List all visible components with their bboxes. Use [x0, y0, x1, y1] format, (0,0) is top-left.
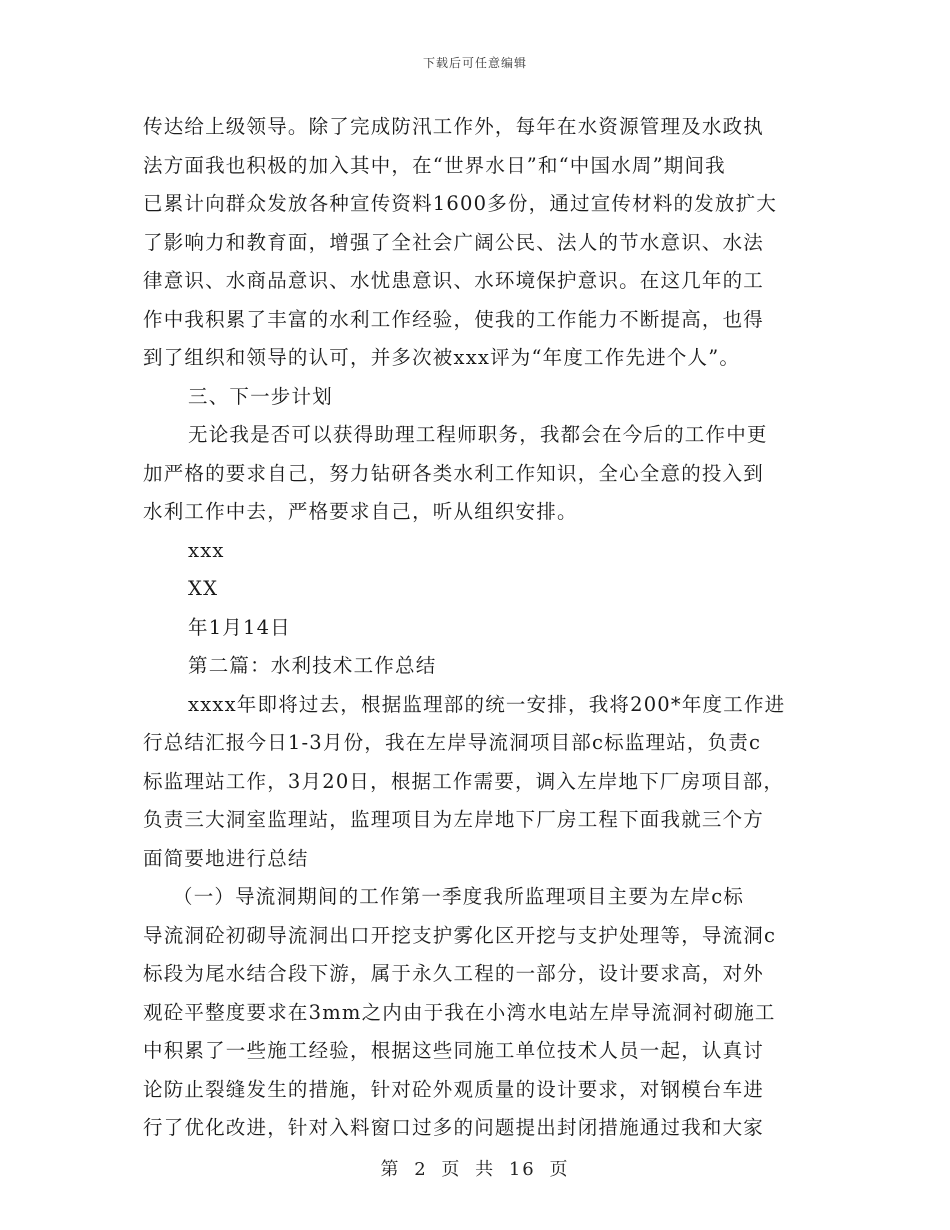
text-line: XX	[188, 577, 219, 600]
text-line: 行总结汇报今日1-3月份，我在左岸导流洞项目部c标监理站，负责c	[143, 731, 762, 754]
text-line: 已累计向群众发放各种宣传资料1600多份，通过宣传材料的发放扩大	[143, 192, 778, 215]
text-line: 面简要地进行总结	[143, 846, 309, 870]
text-line: 三、下一步计划	[188, 384, 333, 408]
page-number: 第 2 页 共 16 页	[380, 1159, 570, 1180]
text-line: 导流洞砼初砌导流洞出口开挖支护雾化区开挖与支护处理等，导流洞c	[143, 923, 777, 947]
text-line: 加严格的要求自己，努力钻研各类水利工作知识，全心全意的投入到	[143, 461, 765, 485]
text-line: 律意识、水商品意识、水忧患意识、水环境保护意识。在这几年的工	[143, 269, 765, 292]
text-line: 论防止裂缝发生的措施，针对砼外观质量的设计要求，对钢模台车进	[143, 1077, 765, 1101]
text-line: 年1月14日	[188, 615, 291, 639]
text-line: 传达给上级领导。除了完成防汛工作外，每年在水资源管理及水政执	[143, 115, 765, 138]
text-line: 第二篇：水利技术工作总结	[188, 654, 437, 677]
page-header: 下载后可任意编辑	[422, 56, 527, 70]
text-line: （一）导流洞期间的工作第一季度我所监理项目主要为左岸c标	[173, 885, 745, 908]
text-line: 行了优化改进，针对入料窗口过多的问题提出封闭措施通过我和大家	[143, 1116, 765, 1139]
text-line: 无论我是否可以获得助理工程师职务，我都会在今后的工作中更	[188, 423, 768, 446]
text-line: 了影响力和教育面，增强了全社会广阔公民、法人的节水意识、水法	[143, 230, 765, 254]
text-line: 中积累了一些施工经验，根据这些同施工单位技术人员一起，认真讨	[143, 1039, 765, 1062]
text-line: xxxx年即将过去，根据监理部的统一安排，我将200*年度工作进	[188, 692, 786, 716]
text-line: 法方面我也积极的加入其中，在“世界水日”和“中国水周”期间我	[143, 153, 726, 177]
text-line: xxx	[188, 538, 225, 562]
text-line: 水利工作中去，严格要求自己，听从组织安排。	[143, 500, 578, 523]
text-line: 标监理站工作，3月20日，根据工作需要，调入左岸地下厂房项目部，	[143, 769, 785, 793]
text-line: 负责三大洞室监理站，监理项目为左岸地下厂房工程下面我就三个方	[143, 808, 765, 831]
document-body	[143, 108, 811, 1148]
text-line: 观砼平整度要求在3mm之内由于我在小湾水电站左岸导流洞衬砌施工	[143, 1000, 776, 1024]
text-line: 作中我积累了丰富的水利工作经验，使我的工作能力不断提高，也得	[143, 307, 765, 331]
text-line: 到了组织和领导的认可，并多次被xxx评为“年度工作先进个人”。	[143, 346, 741, 369]
text-line: 标段为尾水结合段下游，属于永久工程的一部分，设计要求高，对外	[143, 962, 765, 985]
